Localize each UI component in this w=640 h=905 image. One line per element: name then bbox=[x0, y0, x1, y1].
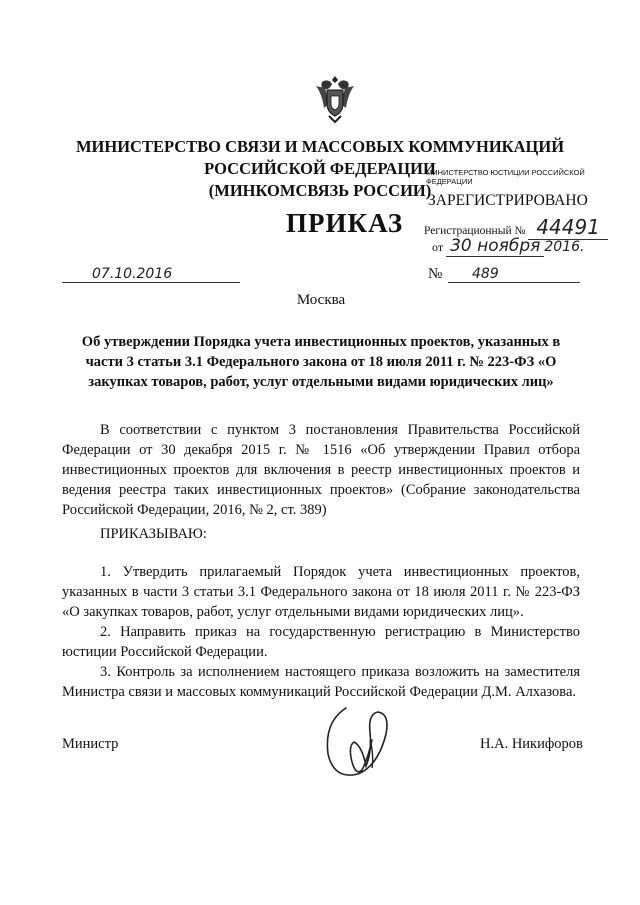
document-type-heading: ПРИКАЗ bbox=[286, 208, 404, 238]
ministry-name-line2: РОССИЙСКОЙ ФЕДЕРАЦИИ bbox=[204, 159, 436, 178]
stamp-organization: МИНИСТЕРСТВО ЮСТИЦИИ РОССИЙСКОЙ ФЕДЕРАЦИИ bbox=[426, 168, 585, 186]
signatory-name: Н.А. Никифоров bbox=[480, 736, 583, 752]
stamp-date-prefix: от bbox=[432, 240, 444, 254]
stamp-date-year: 2016. bbox=[544, 239, 585, 255]
stamp-date-handwritten: 30 ноября bbox=[446, 236, 544, 257]
city: Москва bbox=[296, 292, 346, 308]
signatory-position: Министр bbox=[62, 736, 119, 752]
order-word: ПРИКАЗЫВАЮ: bbox=[100, 526, 207, 542]
handwritten-signature bbox=[316, 700, 406, 790]
stamp-reg-label: Регистрационный № bbox=[424, 225, 526, 237]
registration-stamp bbox=[420, 168, 616, 260]
stamp-date-row bbox=[432, 236, 584, 256]
order-item-2: 2. Направить приказ на государственную регистрацию в Министерство юстиции Российской Федерации. bbox=[62, 624, 580, 660]
stamp-status: ЗАРЕГИСТРИРОВАНО bbox=[428, 192, 588, 209]
coat-of-arms-emblem bbox=[312, 70, 358, 126]
ministry-abbrev: (МИНКОМСВЯЗЬ РОССИИ) bbox=[208, 181, 432, 200]
order-date: 07.10.2016 bbox=[62, 266, 240, 283]
stamp-reg-number: 44491 bbox=[528, 215, 608, 240]
ministry-name-line1: МИНИСТЕРСТВО СВЯЗИ И МАССОВЫХ КОММУНИКАЦИЙ bbox=[75, 137, 565, 156]
order-title: Об утверждении Порядка учета инвестиционных проектов, указанных в части 3 статьи 3.1 Федерального закона от 18 июля 2011 г. № 223-ФЗ «О закупках товаров, работ, услуг отдельными видами юридических лиц» bbox=[81, 334, 561, 390]
order-number: 489 bbox=[448, 266, 580, 283]
order-item-1: 1. Утвердить прилагаемый Порядок учета инвестиционных проектов, указанных в части 3 статьи 3.1 Федерального закона от 18 июля 2011 г. № 223-ФЗ «О закупках товаров, работ, услуг отдельными видами юридических лиц». bbox=[62, 564, 580, 620]
order-number-label: № bbox=[428, 266, 443, 282]
order-item-3: 3. Контроль за исполнением настоящего приказа возложить на заместителя Министра связи и массовых коммуникаций Российской Федерации Д.М. Алхазова. bbox=[62, 664, 580, 700]
preamble-paragraph: В соответствии с пунктом 3 постановления Правительства Российской Федерации от 30 декабря 2015 г. № 1516 «Об утверждении Правил отбора инвестиционных проектов для включения в реестр инвестиционных проектов и ведения реестра таких инвестиционных проектов» (Собрание законодательства Российской Федерации, 2016, № 2, ст. 389) bbox=[62, 422, 580, 518]
